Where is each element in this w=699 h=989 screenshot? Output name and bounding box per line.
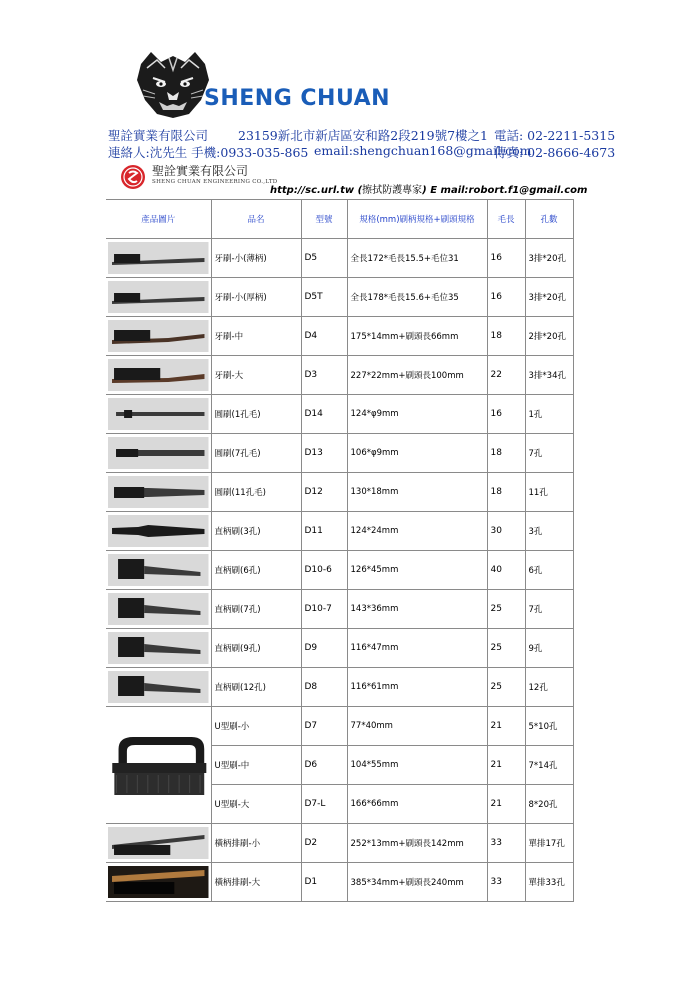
product-name: 直柄刷(6孔) <box>211 551 301 590</box>
hole-count: 單排17孔 <box>525 824 573 863</box>
hole-count: 8*20孔 <box>525 785 573 824</box>
product-model: D10-7 <box>301 590 347 629</box>
product-model: D12 <box>301 473 347 512</box>
product-name: 牙刷-大 <box>211 356 301 395</box>
hole-count: 3排*34孔 <box>525 356 573 395</box>
product-spec: 385*34mm+刷頭長240mm <box>347 863 487 902</box>
brand-name: SHENG CHUAN <box>204 86 391 111</box>
company-name: 聖詮實業有限公司 <box>108 128 209 143</box>
product-name: 牙刷-中 <box>211 317 301 356</box>
brush-image <box>108 515 209 547</box>
bristle-length: 18 <box>487 434 525 473</box>
website-email-line <box>270 181 587 196</box>
brush-image <box>108 437 209 469</box>
website-url: http://sc.url.tw ( <box>270 185 363 196</box>
product-name: 直柄刷(3孔) <box>211 512 301 551</box>
bristle-length: 33 <box>487 824 525 863</box>
col-product-image: 產品圖片 <box>106 200 211 239</box>
table-row <box>106 512 573 551</box>
company-address: 23159新北市新店區安和路2段219號7樓之1 <box>238 128 488 143</box>
product-spec: 175*14mm+刷頭長66mm <box>347 317 487 356</box>
product-name: 圓刷(7孔毛) <box>211 434 301 473</box>
table-row <box>106 668 573 707</box>
product-name: 圓刷(11孔毛) <box>211 473 301 512</box>
bristle-length: 22 <box>487 356 525 395</box>
col-spec: 規格(mm)刷柄規格+刷頭規格 <box>347 200 487 239</box>
contact-line <box>108 143 616 161</box>
website-slogan: 擦拭防護專家 <box>362 185 423 196</box>
product-image-cell <box>106 278 211 317</box>
bristle-length: 40 <box>487 551 525 590</box>
bristle-length: 21 <box>487 707 525 746</box>
brush-image <box>108 398 209 430</box>
brush-image <box>108 554 209 586</box>
product-model: D1 <box>301 863 347 902</box>
product-spec: 124*24mm <box>347 512 487 551</box>
product-image-cell <box>106 590 211 629</box>
bristle-length: 18 <box>487 317 525 356</box>
product-name: 牙刷-小(厚柄) <box>211 278 301 317</box>
product-image-cell <box>106 473 211 512</box>
product-image-cell <box>106 317 211 356</box>
product-model: D5 <box>301 239 347 278</box>
contact-email: ) E mail:robort.f1@gmail.com <box>422 185 588 196</box>
product-image-cell <box>106 434 211 473</box>
table-row <box>106 395 573 434</box>
bristle-length: 16 <box>487 278 525 317</box>
product-spec: 143*36mm <box>347 590 487 629</box>
table-row <box>106 317 573 356</box>
product-image-cell <box>106 551 211 590</box>
table-row <box>106 434 573 473</box>
u-brush-image <box>106 729 211 801</box>
product-image-cell <box>106 707 211 824</box>
product-spec: 166*66mm <box>347 785 487 824</box>
bristle-length: 21 <box>487 746 525 785</box>
product-model: D9 <box>301 629 347 668</box>
brush-image <box>108 320 209 352</box>
bristle-length: 25 <box>487 590 525 629</box>
product-model: D8 <box>301 668 347 707</box>
table-row <box>106 629 573 668</box>
product-image-cell <box>106 668 211 707</box>
hole-count: 3排*20孔 <box>525 278 573 317</box>
product-name: 牙刷-小(薄柄) <box>211 239 301 278</box>
product-spec: 104*55mm <box>347 746 487 785</box>
table-row <box>106 473 573 512</box>
hole-count: 6孔 <box>525 551 573 590</box>
tiger-logo <box>133 50 213 118</box>
product-name: 直柄刷(9孔) <box>211 629 301 668</box>
product-image-cell <box>106 863 211 902</box>
table-row <box>106 278 573 317</box>
product-spec: 116*61mm <box>347 668 487 707</box>
hole-count: 9孔 <box>525 629 573 668</box>
product-name: U型刷-小 <box>211 707 301 746</box>
col-bristle-length: 毛長 <box>487 200 525 239</box>
company-name-english: SHENG CHUAN ENGINEERING CO.,LTD <box>152 179 278 185</box>
table-row <box>106 356 573 395</box>
product-image-cell <box>106 824 211 863</box>
col-holes: 孔數 <box>525 200 573 239</box>
product-spec: 116*47mm <box>347 629 487 668</box>
table-row <box>106 863 573 902</box>
product-model: D13 <box>301 434 347 473</box>
product-spec: 77*40mm <box>347 707 487 746</box>
product-name: U型刷-大 <box>211 785 301 824</box>
company-seal-icon <box>120 164 146 190</box>
product-model: D7-L <box>301 785 347 824</box>
product-name: 橫柄排刷-小 <box>211 824 301 863</box>
phone-number: 電話: 02-2211-5315 <box>494 128 616 143</box>
product-model: D7 <box>301 707 347 746</box>
brush-image <box>108 476 209 508</box>
brush-image <box>108 632 209 664</box>
table-row <box>106 239 573 278</box>
product-image-cell <box>106 395 211 434</box>
product-model: D4 <box>301 317 347 356</box>
product-spec: 全長178*毛長15.6+毛位35 <box>347 278 487 317</box>
product-image-cell <box>106 239 211 278</box>
product-spec: 227*22mm+刷頭長100mm <box>347 356 487 395</box>
table-row <box>106 824 573 863</box>
table-row <box>106 590 573 629</box>
bristle-length: 16 <box>487 395 525 434</box>
col-product-name: 品名 <box>211 200 301 239</box>
product-image-cell <box>106 356 211 395</box>
brush-image <box>108 671 209 703</box>
bristle-length: 21 <box>487 785 525 824</box>
hole-count: 7孔 <box>525 434 573 473</box>
hole-count: 1孔 <box>525 395 573 434</box>
table-row <box>106 551 573 590</box>
brush-image <box>108 866 209 898</box>
hole-count: 7孔 <box>525 590 573 629</box>
product-spec: 252*13mm+刷頭長142mm <box>347 824 487 863</box>
product-name: 直柄刷(7孔) <box>211 590 301 629</box>
hole-count: 5*10孔 <box>525 707 573 746</box>
product-name: 圓刷(1孔毛) <box>211 395 301 434</box>
email-address: email:shengchuan168@gmail.com <box>314 143 532 158</box>
bristle-length: 33 <box>487 863 525 902</box>
bristle-length: 30 <box>487 512 525 551</box>
table-row <box>106 707 573 746</box>
product-name: 橫柄排刷-大 <box>211 863 301 902</box>
hole-count: 3排*20孔 <box>525 239 573 278</box>
bristle-length: 16 <box>487 239 525 278</box>
product-spec: 126*45mm <box>347 551 487 590</box>
hole-count: 11孔 <box>525 473 573 512</box>
product-model: D11 <box>301 512 347 551</box>
product-table <box>106 199 574 902</box>
product-name: U型刷-中 <box>211 746 301 785</box>
product-spec: 130*18mm <box>347 473 487 512</box>
product-model: D2 <box>301 824 347 863</box>
product-spec: 全長172*毛長15.5+毛位31 <box>347 239 487 278</box>
product-name: 直柄刷(12孔) <box>211 668 301 707</box>
table-header-row <box>106 200 573 239</box>
brush-image <box>108 242 209 274</box>
product-model: D3 <box>301 356 347 395</box>
hole-count: 單排33孔 <box>525 863 573 902</box>
product-model: D10-6 <box>301 551 347 590</box>
bristle-length: 25 <box>487 629 525 668</box>
product-model: D5T <box>301 278 347 317</box>
company-address-line <box>108 126 616 144</box>
fax-number: 傳真: 02-8666-4673 <box>494 145 616 160</box>
product-model: D14 <box>301 395 347 434</box>
brush-image <box>108 593 209 625</box>
product-spec: 106*φ9mm <box>347 434 487 473</box>
contact-person: 連絡人:沈先生 手機:0933-035-865 <box>108 145 309 160</box>
company-name-small: 聖詮實業有限公司 <box>152 164 249 178</box>
product-image-cell <box>106 512 211 551</box>
hole-count: 12孔 <box>525 668 573 707</box>
hole-count: 2排*20孔 <box>525 317 573 356</box>
brush-image <box>108 359 209 391</box>
brush-image <box>108 827 209 859</box>
product-model: D6 <box>301 746 347 785</box>
hole-count: 3孔 <box>525 512 573 551</box>
brush-image <box>108 281 209 313</box>
bristle-length: 25 <box>487 668 525 707</box>
product-spec: 124*φ9mm <box>347 395 487 434</box>
product-image-cell <box>106 629 211 668</box>
hole-count: 7*14孔 <box>525 746 573 785</box>
bristle-length: 18 <box>487 473 525 512</box>
col-model: 型號 <box>301 200 347 239</box>
